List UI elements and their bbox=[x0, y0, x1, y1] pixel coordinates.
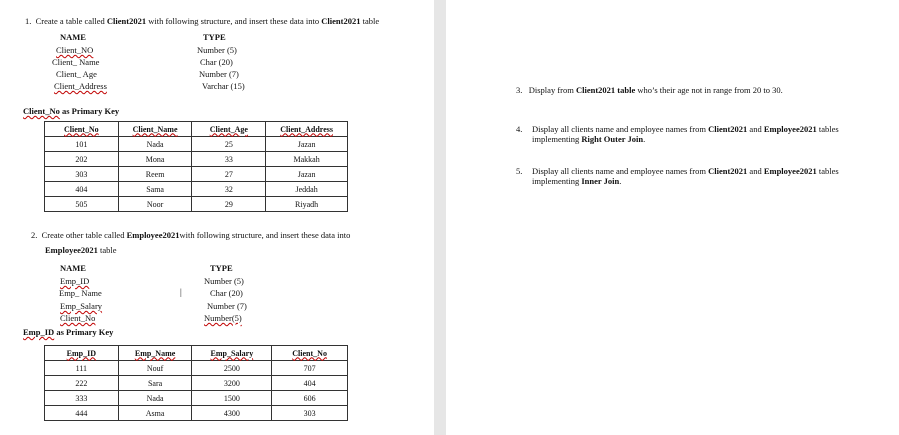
question-5-number: 5. bbox=[516, 166, 523, 176]
emp-struct-type: Char (20) bbox=[210, 288, 243, 298]
table-row: 444 Asma 4300 303 bbox=[45, 406, 348, 421]
client-struct-type: Char (20) bbox=[200, 57, 233, 67]
employee-data-table bbox=[44, 345, 348, 421]
table-header-cell: Client_Age bbox=[192, 122, 266, 137]
emp-struct-type: Number(5) bbox=[204, 313, 242, 323]
text-cursor: | bbox=[180, 287, 182, 297]
table-header-cell: Client_Address bbox=[266, 122, 348, 137]
table-row: 101 Nada 25 Jazan bbox=[45, 137, 348, 152]
question-2-line-2: Employee2021 table bbox=[45, 245, 117, 255]
question-4-number: 4. bbox=[516, 124, 523, 134]
table-row: 111 Nouf 2500 707 bbox=[45, 361, 348, 376]
document-page-left bbox=[0, 0, 434, 435]
table-header-cell: Emp_ID bbox=[45, 346, 119, 361]
table-header-row bbox=[45, 346, 348, 361]
emp-struct-type: Number (7) bbox=[207, 301, 247, 311]
emp-primary-key-note: Emp_ID as Primary Key bbox=[23, 327, 114, 337]
table-header-cell: Client_No bbox=[272, 346, 348, 361]
emp-struct-field: Client_No bbox=[60, 313, 96, 323]
table-row: 404 Sama 32 Jeddah bbox=[45, 182, 348, 197]
question-2: 2. Create other table called Employee2021with following structure, and insert these data into bbox=[31, 230, 351, 240]
table-row: 333 Nada 1500 606 bbox=[45, 391, 348, 406]
table-header-cell: Emp_Name bbox=[118, 346, 192, 361]
client-struct-type: Number (7) bbox=[199, 69, 239, 79]
client-struct-field: Client_NO bbox=[56, 45, 94, 55]
document-page-right bbox=[446, 0, 899, 435]
table-row: 505 Noor 29 Riyadh bbox=[45, 197, 348, 212]
client-struct-type: Varchar (15) bbox=[202, 81, 245, 91]
question-3: 3. Display from Client2021 table who’s their age not in range from 20 to 30. bbox=[516, 85, 783, 95]
table-header-row bbox=[45, 122, 348, 137]
client-data-table bbox=[44, 121, 348, 212]
client-struct-type: Number (5) bbox=[197, 45, 237, 55]
emp-struct-field: Emp_ Name bbox=[59, 288, 102, 298]
table-header-cell: Emp_Salary bbox=[192, 346, 272, 361]
table-row: 202 Mona 33 Makkah bbox=[45, 152, 348, 167]
question-1: 1. Create a table called Client2021 with following structure, and insert these data into Client2021 table bbox=[25, 16, 380, 26]
client-struct-name-header: NAME bbox=[60, 32, 86, 42]
emp-struct-field: Emp_Salary bbox=[60, 301, 103, 311]
question-5: Display all clients name and employee names from Client2021 and Employee2021 tables implementing Inner Join. bbox=[532, 166, 839, 186]
client-struct-field: Client_Address bbox=[54, 81, 107, 91]
table-header-cell: Client_Name bbox=[118, 122, 192, 137]
client-struct-field: Client_ Age bbox=[56, 69, 97, 79]
table-row: 303 Reem 27 Jazan bbox=[45, 167, 348, 182]
emp-struct-name-header: NAME bbox=[60, 263, 86, 273]
client-struct-field: Client_ Name bbox=[52, 57, 100, 67]
emp-struct-type: Number (5) bbox=[204, 276, 244, 286]
emp-struct-field: Emp_ID bbox=[60, 276, 90, 286]
emp-struct-type-header: TYPE bbox=[210, 263, 233, 273]
table-row: 222 Sara 3200 404 bbox=[45, 376, 348, 391]
client-struct-type-header: TYPE bbox=[203, 32, 226, 42]
client-primary-key-note: Client_No as Primary Key bbox=[23, 106, 120, 116]
table-header-cell: Client_No bbox=[45, 122, 119, 137]
question-4: Display all clients name and employee names from Client2021 and Employee2021 tables implementing Right Outer Join. bbox=[532, 124, 839, 144]
